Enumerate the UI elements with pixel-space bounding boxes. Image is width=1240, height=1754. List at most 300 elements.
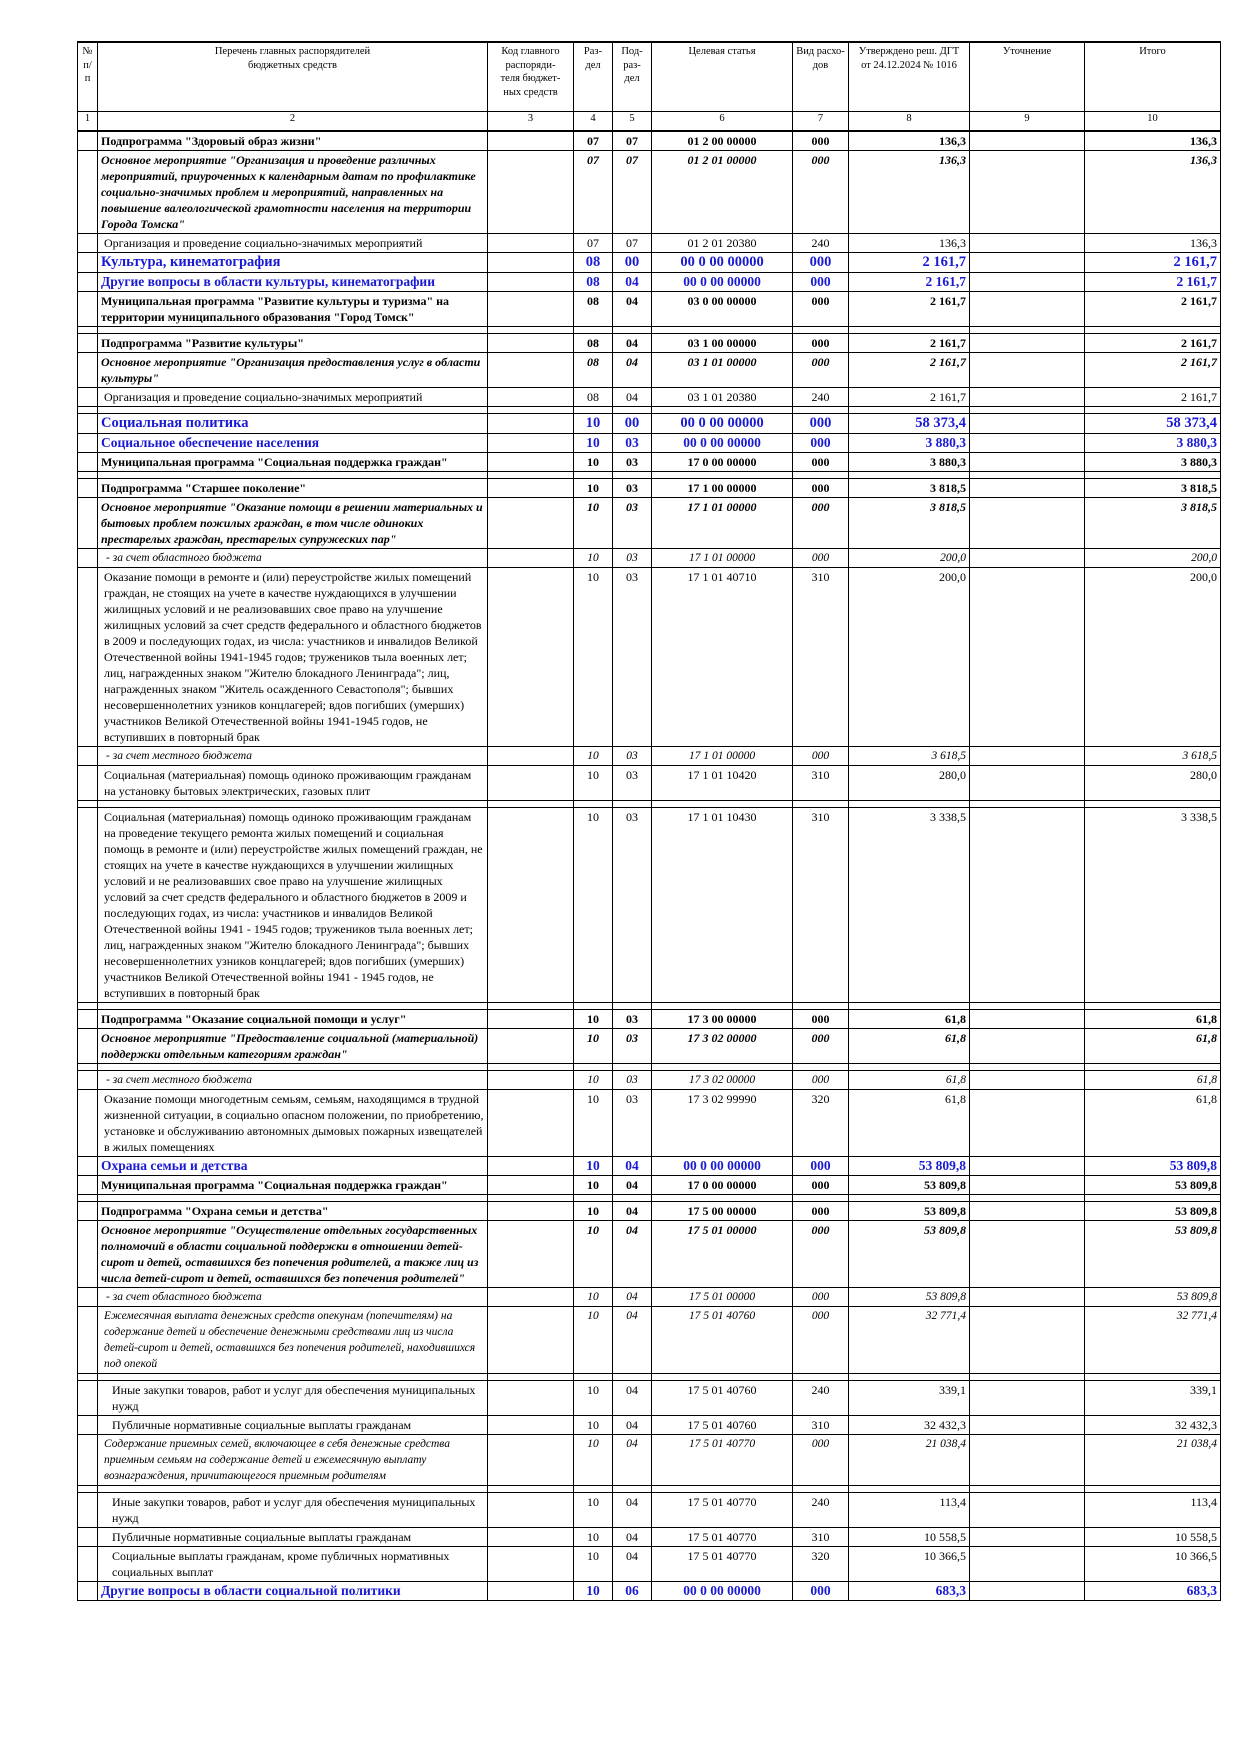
table-row <box>78 434 1221 453</box>
cell-razdel: 10 <box>574 1307 613 1374</box>
spacer-cell <box>98 1195 488 1202</box>
cell-razdel: 10 <box>574 1493 613 1528</box>
spacer-cell <box>574 1064 613 1071</box>
spacer-cell <box>793 1064 849 1071</box>
spacer-cell <box>849 407 970 414</box>
cell-expense-type: 320 <box>793 1090 849 1157</box>
spacer-cell <box>652 1003 793 1010</box>
spacer-cell <box>574 801 613 808</box>
cell-target-article: 17 3 02 00000 <box>652 1029 793 1064</box>
spacer-cell <box>613 1064 652 1071</box>
cell-clarification <box>970 414 1085 434</box>
cell-target-article: 17 1 00 00000 <box>652 479 793 498</box>
cell-expense-type: 000 <box>793 1071 849 1090</box>
cell-expense-type: 000 <box>793 1029 849 1064</box>
cell-expense-type: 000 <box>793 1202 849 1221</box>
cell-name: Социальная политика <box>98 414 488 434</box>
cell-approved: 136,3 <box>849 131 970 151</box>
spacer-cell <box>793 407 849 414</box>
cell-expense-type: 000 <box>793 1176 849 1195</box>
cell-podrazdel: 04 <box>613 1202 652 1221</box>
table-row <box>78 1090 1221 1157</box>
cell-podrazdel: 03 <box>613 1071 652 1090</box>
cell-total: 32 771,4 <box>1085 1307 1221 1374</box>
cell-name: Организация и проведение социально-значимых мероприятий <box>98 234 488 253</box>
cell-razdel: 10 <box>574 1071 613 1090</box>
cell-code <box>488 568 574 747</box>
cell-approved: 53 809,8 <box>849 1202 970 1221</box>
header-clarification: Уточнение <box>970 42 1085 112</box>
cell-num <box>78 1090 98 1157</box>
table-row <box>78 1202 1221 1221</box>
cell-approved: 21 038,4 <box>849 1435 970 1486</box>
spacer-cell <box>488 1064 574 1071</box>
spacer-cell <box>970 801 1085 808</box>
cell-name: - за счет областного бюджета <box>98 1288 488 1307</box>
cell-name: Основное мероприятие "Организация предоставления услуг в области культуры" <box>98 353 488 388</box>
cell-target-article: 17 3 02 00000 <box>652 1071 793 1090</box>
cell-target-article: 00 0 00 00000 <box>652 1157 793 1176</box>
cell-expense-type: 000 <box>793 131 849 151</box>
cell-clarification <box>970 453 1085 472</box>
cell-name: Муниципальная программа "Развитие культуры и туризма" на территории муниципального образования "Город Томск" <box>98 292 488 327</box>
cell-num <box>78 1157 98 1176</box>
cell-expense-type: 000 <box>793 479 849 498</box>
table-row <box>78 549 1221 568</box>
cell-code <box>488 1582 574 1601</box>
cell-total: 113,4 <box>1085 1493 1221 1528</box>
table-row <box>78 414 1221 434</box>
cell-num <box>78 498 98 549</box>
cell-approved: 61,8 <box>849 1071 970 1090</box>
cell-target-article: 17 5 00 00000 <box>652 1202 793 1221</box>
cell-approved: 113,4 <box>849 1493 970 1528</box>
spacer-cell <box>970 472 1085 479</box>
cell-target-article: 17 5 01 40770 <box>652 1435 793 1486</box>
cell-podrazdel: 07 <box>613 151 652 234</box>
cell-expense-type: 240 <box>793 234 849 253</box>
cell-code <box>488 1010 574 1029</box>
cell-approved: 280,0 <box>849 766 970 801</box>
cell-approved: 2 161,7 <box>849 353 970 388</box>
spacer-cell <box>1085 407 1221 414</box>
cell-razdel: 10 <box>574 1176 613 1195</box>
cell-razdel: 10 <box>574 434 613 453</box>
cell-num <box>78 1010 98 1029</box>
cell-num <box>78 353 98 388</box>
spacer-cell <box>98 1003 488 1010</box>
cell-target-article: 03 1 01 20380 <box>652 388 793 407</box>
cell-num <box>78 1435 98 1486</box>
cell-podrazdel: 04 <box>613 1381 652 1416</box>
cell-expense-type: 000 <box>793 1435 849 1486</box>
spacer-cell <box>652 1195 793 1202</box>
cell-total: 2 161,7 <box>1085 273 1221 292</box>
cell-razdel: 08 <box>574 334 613 353</box>
table-row <box>78 334 1221 353</box>
cell-num <box>78 334 98 353</box>
cell-clarification <box>970 1157 1085 1176</box>
spacer-cell <box>613 472 652 479</box>
cell-approved: 58 373,4 <box>849 414 970 434</box>
cell-total: 2 161,7 <box>1085 334 1221 353</box>
cell-target-article: 17 5 01 40770 <box>652 1493 793 1528</box>
cell-target-article: 17 1 01 40710 <box>652 568 793 747</box>
cell-total: 280,0 <box>1085 766 1221 801</box>
table-row <box>78 747 1221 766</box>
cell-code <box>488 1547 574 1582</box>
cell-num <box>78 234 98 253</box>
cell-code <box>488 808 574 1003</box>
spacer-cell <box>613 1003 652 1010</box>
cell-num <box>78 388 98 407</box>
cell-total: 683,3 <box>1085 1582 1221 1601</box>
colnum-7: 7 <box>793 112 849 132</box>
cell-target-article: 17 1 01 00000 <box>652 747 793 766</box>
cell-podrazdel: 07 <box>613 234 652 253</box>
cell-razdel: 10 <box>574 1202 613 1221</box>
cell-num <box>78 1381 98 1416</box>
cell-name: Культура, кинематография <box>98 253 488 273</box>
cell-num <box>78 1416 98 1435</box>
cell-total: 200,0 <box>1085 568 1221 747</box>
colnum-2: 2 <box>98 112 488 132</box>
cell-total: 10 366,5 <box>1085 1547 1221 1582</box>
cell-approved: 3 618,5 <box>849 747 970 766</box>
cell-razdel: 10 <box>574 1416 613 1435</box>
cell-clarification <box>970 292 1085 327</box>
cell-total: 32 432,3 <box>1085 1416 1221 1435</box>
cell-clarification <box>970 1071 1085 1090</box>
cell-expense-type: 000 <box>793 434 849 453</box>
cell-total: 61,8 <box>1085 1029 1221 1064</box>
cell-approved: 200,0 <box>849 568 970 747</box>
spacer-cell <box>488 407 574 414</box>
cell-num <box>78 414 98 434</box>
cell-expense-type: 000 <box>793 1582 849 1601</box>
cell-expense-type: 240 <box>793 1381 849 1416</box>
cell-name: Социальное обеспечение населения <box>98 434 488 453</box>
cell-approved: 53 809,8 <box>849 1157 970 1176</box>
header-code: Код главного распоряди- теля бюджет- ных средств <box>488 42 574 112</box>
spacer-cell <box>1085 327 1221 334</box>
spacer-cell <box>652 801 793 808</box>
cell-code <box>488 549 574 568</box>
cell-approved: 32 432,3 <box>849 1416 970 1435</box>
cell-podrazdel: 00 <box>613 414 652 434</box>
spacer-cell <box>793 1195 849 1202</box>
cell-podrazdel: 04 <box>613 353 652 388</box>
table-row <box>78 766 1221 801</box>
table-row <box>78 388 1221 407</box>
spacer-cell <box>970 1486 1085 1493</box>
spacer-cell <box>488 1195 574 1202</box>
cell-expense-type: 000 <box>793 253 849 273</box>
cell-podrazdel: 03 <box>613 568 652 747</box>
cell-name: - за счет местного бюджета <box>98 1071 488 1090</box>
cell-approved: 683,3 <box>849 1582 970 1601</box>
cell-num <box>78 549 98 568</box>
spacer-cell <box>970 1064 1085 1071</box>
cell-expense-type: 000 <box>793 747 849 766</box>
cell-clarification <box>970 334 1085 353</box>
cell-podrazdel: 04 <box>613 1307 652 1374</box>
cell-target-article: 17 3 02 99990 <box>652 1090 793 1157</box>
cell-num <box>78 747 98 766</box>
cell-clarification <box>970 498 1085 549</box>
cell-name: Подпрограмма "Здоровый образ жизни" <box>98 131 488 151</box>
cell-razdel: 07 <box>574 234 613 253</box>
cell-total: 2 161,7 <box>1085 388 1221 407</box>
cell-approved: 3 818,5 <box>849 479 970 498</box>
cell-expense-type: 310 <box>793 1528 849 1547</box>
cell-podrazdel: 00 <box>613 253 652 273</box>
cell-target-article: 17 5 01 00000 <box>652 1221 793 1288</box>
cell-approved: 3 818,5 <box>849 498 970 549</box>
cell-num <box>78 1029 98 1064</box>
cell-razdel: 10 <box>574 766 613 801</box>
cell-approved: 2 161,7 <box>849 253 970 273</box>
cell-target-article: 17 1 01 00000 <box>652 498 793 549</box>
cell-approved: 200,0 <box>849 549 970 568</box>
cell-clarification <box>970 1221 1085 1288</box>
table-row <box>78 273 1221 292</box>
spacer-cell <box>613 407 652 414</box>
table-row <box>78 353 1221 388</box>
cell-approved: 10 558,5 <box>849 1528 970 1547</box>
spacer-cell <box>1085 1003 1221 1010</box>
cell-clarification <box>970 1493 1085 1528</box>
table-row <box>78 1029 1221 1064</box>
spacer-cell <box>574 1486 613 1493</box>
colnum-5: 5 <box>613 112 652 132</box>
spacer-cell <box>98 1486 488 1493</box>
spacer-cell <box>652 327 793 334</box>
table-row <box>78 1221 1221 1288</box>
table-row <box>78 1547 1221 1582</box>
spacer-cell <box>849 1064 970 1071</box>
cell-target-article: 01 2 00 00000 <box>652 131 793 151</box>
spacer-cell <box>574 1195 613 1202</box>
cell-total: 136,3 <box>1085 234 1221 253</box>
cell-clarification <box>970 1176 1085 1195</box>
cell-expense-type: 310 <box>793 1416 849 1435</box>
spacer-cell <box>98 327 488 334</box>
header-total: Итого <box>1085 42 1221 112</box>
cell-target-article: 03 1 01 00000 <box>652 353 793 388</box>
spacer-cell <box>613 1374 652 1381</box>
spacer-cell <box>793 472 849 479</box>
table-row <box>78 453 1221 472</box>
cell-clarification <box>970 747 1085 766</box>
cell-razdel: 10 <box>574 1157 613 1176</box>
cell-name: Содержание приемных семей, включающее в себя денежные средства приемным семьям на содержание детей и ежемесячную выплату вознаграждения, причитающегося приемным родителям <box>98 1435 488 1486</box>
spacer-cell <box>970 1003 1085 1010</box>
spacer-cell <box>574 1374 613 1381</box>
cell-total: 53 809,8 <box>1085 1202 1221 1221</box>
cell-clarification <box>970 479 1085 498</box>
cell-podrazdel: 04 <box>613 1416 652 1435</box>
cell-code <box>488 747 574 766</box>
cell-total: 53 809,8 <box>1085 1157 1221 1176</box>
spacer-cell <box>849 1486 970 1493</box>
spacer-cell <box>78 472 98 479</box>
cell-clarification <box>970 151 1085 234</box>
cell-target-article: 17 5 01 40770 <box>652 1547 793 1582</box>
cell-razdel: 07 <box>574 151 613 234</box>
cell-target-article: 00 0 00 00000 <box>652 273 793 292</box>
spacer-cell <box>488 1486 574 1493</box>
cell-code <box>488 1157 574 1176</box>
cell-expense-type: 000 <box>793 151 849 234</box>
cell-podrazdel: 03 <box>613 1029 652 1064</box>
cell-num <box>78 568 98 747</box>
spacer-cell <box>78 1486 98 1493</box>
cell-expense-type: 310 <box>793 568 849 747</box>
cell-approved: 2 161,7 <box>849 292 970 327</box>
cell-code <box>488 334 574 353</box>
table-header <box>78 42 1221 131</box>
cell-podrazdel: 04 <box>613 292 652 327</box>
cell-clarification <box>970 1029 1085 1064</box>
cell-code <box>488 1071 574 1090</box>
cell-name: Оказание помощи в ремонте и (или) переустройстве жилых помещений граждан, не стоящих на учете в качестве нуждающихся в улучшении жилищных условий и не реализовавших свое право на улучшение жилищных условий за счет средств федерального и областного бюджетов в 2009 и последующих годах, из числа: участников и инвалидов Великой Отечественной войны 1941-1945 годов; тружеников тыла военных лет; лиц, награжденных знаком "Жителю блокадного Ленинграда"; лиц, награжденных знаком "Житель осажденного Севастополя"; бывших несовершеннолетних узников концлагерей; вдов погибших (умерших) участников Великой Отечественной войны 1941-1945 годов, не вступивших в повторный брак <box>98 568 488 747</box>
cell-podrazdel: 03 <box>613 549 652 568</box>
cell-clarification <box>970 1381 1085 1416</box>
cell-razdel: 10 <box>574 549 613 568</box>
budget-table <box>77 41 1221 1601</box>
spacer-cell <box>488 472 574 479</box>
cell-razdel: 10 <box>574 1029 613 1064</box>
cell-clarification <box>970 234 1085 253</box>
cell-clarification <box>970 434 1085 453</box>
cell-approved: 3 338,5 <box>849 808 970 1003</box>
cell-code <box>488 353 574 388</box>
cell-total: 3 618,5 <box>1085 747 1221 766</box>
cell-name: Социальная (материальная) помощь одиноко проживающим гражданам на проведение текущего ремонта жилых помещений и социальная помощь в ремонте и (или) переустройстве жилых помещений граждан, не стоящих на учете в качестве нуждающихся в улучшении жилищных условий и не реализовавших свое право на улучшение жилищных условий за счет средств федерального и областного бюджетов в 2009 и последующих годах, из числа: участников и инвалидов Великой Отечественной войны 1941 - 1945 годов; тружеников тыла военных лет; лиц, награжденных знаком "Жителю блокадного Ленинграда"; бывших несовершеннолетних узников концлагерей; вдов погибших (умерших) участников Великой Отечественной войны 1941 - 1945 годов, не вступивших в повторный брак <box>98 808 488 1003</box>
cell-name: - за счет областного бюджета <box>98 549 488 568</box>
table-row <box>78 1157 1221 1176</box>
cell-podrazdel: 03 <box>613 453 652 472</box>
cell-approved: 61,8 <box>849 1090 970 1157</box>
cell-num <box>78 1493 98 1528</box>
cell-clarification <box>970 549 1085 568</box>
spacer-cell <box>98 1064 488 1071</box>
table-row <box>78 1176 1221 1195</box>
colnum-4: 4 <box>574 112 613 132</box>
cell-podrazdel: 03 <box>613 766 652 801</box>
cell-expense-type: 310 <box>793 766 849 801</box>
cell-podrazdel: 04 <box>613 1176 652 1195</box>
cell-num <box>78 808 98 1003</box>
cell-total: 3 338,5 <box>1085 808 1221 1003</box>
table-row <box>78 1071 1221 1090</box>
cell-name: Социальные выплаты гражданам, кроме публичных нормативных социальных выплат <box>98 1547 488 1582</box>
spacer-cell <box>793 1486 849 1493</box>
cell-target-article: 03 1 00 00000 <box>652 334 793 353</box>
cell-name: Иные закупки товаров, работ и услуг для обеспечения муниципальных нужд <box>98 1493 488 1528</box>
row-spacer <box>78 327 1221 334</box>
table-row <box>78 808 1221 1003</box>
cell-target-article: 17 1 01 00000 <box>652 549 793 568</box>
cell-num <box>78 434 98 453</box>
cell-code <box>488 273 574 292</box>
colnum-3: 3 <box>488 112 574 132</box>
cell-total: 61,8 <box>1085 1010 1221 1029</box>
cell-num <box>78 1288 98 1307</box>
cell-razdel: 10 <box>574 1582 613 1601</box>
cell-total: 61,8 <box>1085 1071 1221 1090</box>
cell-name: Муниципальная программа "Социальная поддержка граждан" <box>98 453 488 472</box>
cell-clarification <box>970 253 1085 273</box>
row-spacer <box>78 801 1221 808</box>
cell-podrazdel: 04 <box>613 1547 652 1582</box>
header-podrazdel: Под- раз- дел <box>613 42 652 112</box>
table-row <box>78 1493 1221 1528</box>
row-spacer <box>78 1003 1221 1010</box>
cell-num <box>78 273 98 292</box>
cell-code <box>488 1029 574 1064</box>
spacer-cell <box>613 327 652 334</box>
cell-razdel: 10 <box>574 479 613 498</box>
spacer-cell <box>1085 1064 1221 1071</box>
cell-name: Основное мероприятие "Предоставление социальной (материальной) поддержки отдельным категориям граждан" <box>98 1029 488 1064</box>
cell-code <box>488 1493 574 1528</box>
cell-podrazdel: 04 <box>613 273 652 292</box>
row-spacer <box>78 407 1221 414</box>
cell-expense-type: 000 <box>793 1221 849 1288</box>
cell-total: 3 818,5 <box>1085 479 1221 498</box>
cell-podrazdel: 04 <box>613 1221 652 1288</box>
cell-name: Основное мероприятие "Оказание помощи в решении материальных и бытовых проблем пожилых граждан, в том числе одиноких престарелых граждан, престарелых супружеских пар" <box>98 498 488 549</box>
cell-code <box>488 234 574 253</box>
cell-num <box>78 253 98 273</box>
colnum-8: 8 <box>849 112 970 132</box>
header-target: Целевая статья <box>652 42 793 112</box>
cell-num <box>78 292 98 327</box>
cell-code <box>488 151 574 234</box>
cell-target-article: 17 5 01 40760 <box>652 1307 793 1374</box>
cell-expense-type: 000 <box>793 498 849 549</box>
cell-razdel: 08 <box>574 253 613 273</box>
table-row <box>78 234 1221 253</box>
spacer-cell <box>970 1195 1085 1202</box>
spacer-cell <box>652 1064 793 1071</box>
spacer-cell <box>849 1374 970 1381</box>
cell-clarification <box>970 1528 1085 1547</box>
spacer-cell <box>488 1003 574 1010</box>
cell-clarification <box>970 1435 1085 1486</box>
cell-podrazdel: 03 <box>613 808 652 1003</box>
cell-num <box>78 1071 98 1090</box>
cell-expense-type: 000 <box>793 353 849 388</box>
cell-expense-type: 000 <box>793 1288 849 1307</box>
cell-target-article: 17 5 01 40770 <box>652 1528 793 1547</box>
spacer-cell <box>1085 1486 1221 1493</box>
spacer-cell <box>98 801 488 808</box>
cell-name: Основное мероприятие "Организация и проведение различных мероприятий, приуроченных к календарным датам по профилактике социально-значимых проблем и мероприятий, направленных на повышение валеологической грамотности населения на территории Города Томска" <box>98 151 488 234</box>
spacer-cell <box>488 801 574 808</box>
cell-approved: 10 366,5 <box>849 1547 970 1582</box>
cell-razdel: 10 <box>574 1381 613 1416</box>
cell-target-article: 01 2 01 20380 <box>652 234 793 253</box>
cell-clarification <box>970 1547 1085 1582</box>
cell-name: - за счет местного бюджета <box>98 747 488 766</box>
cell-name: Другие вопросы в области социальной политики <box>98 1582 488 1601</box>
spacer-cell <box>793 1374 849 1381</box>
spacer-cell <box>970 1374 1085 1381</box>
cell-expense-type: 000 <box>793 453 849 472</box>
